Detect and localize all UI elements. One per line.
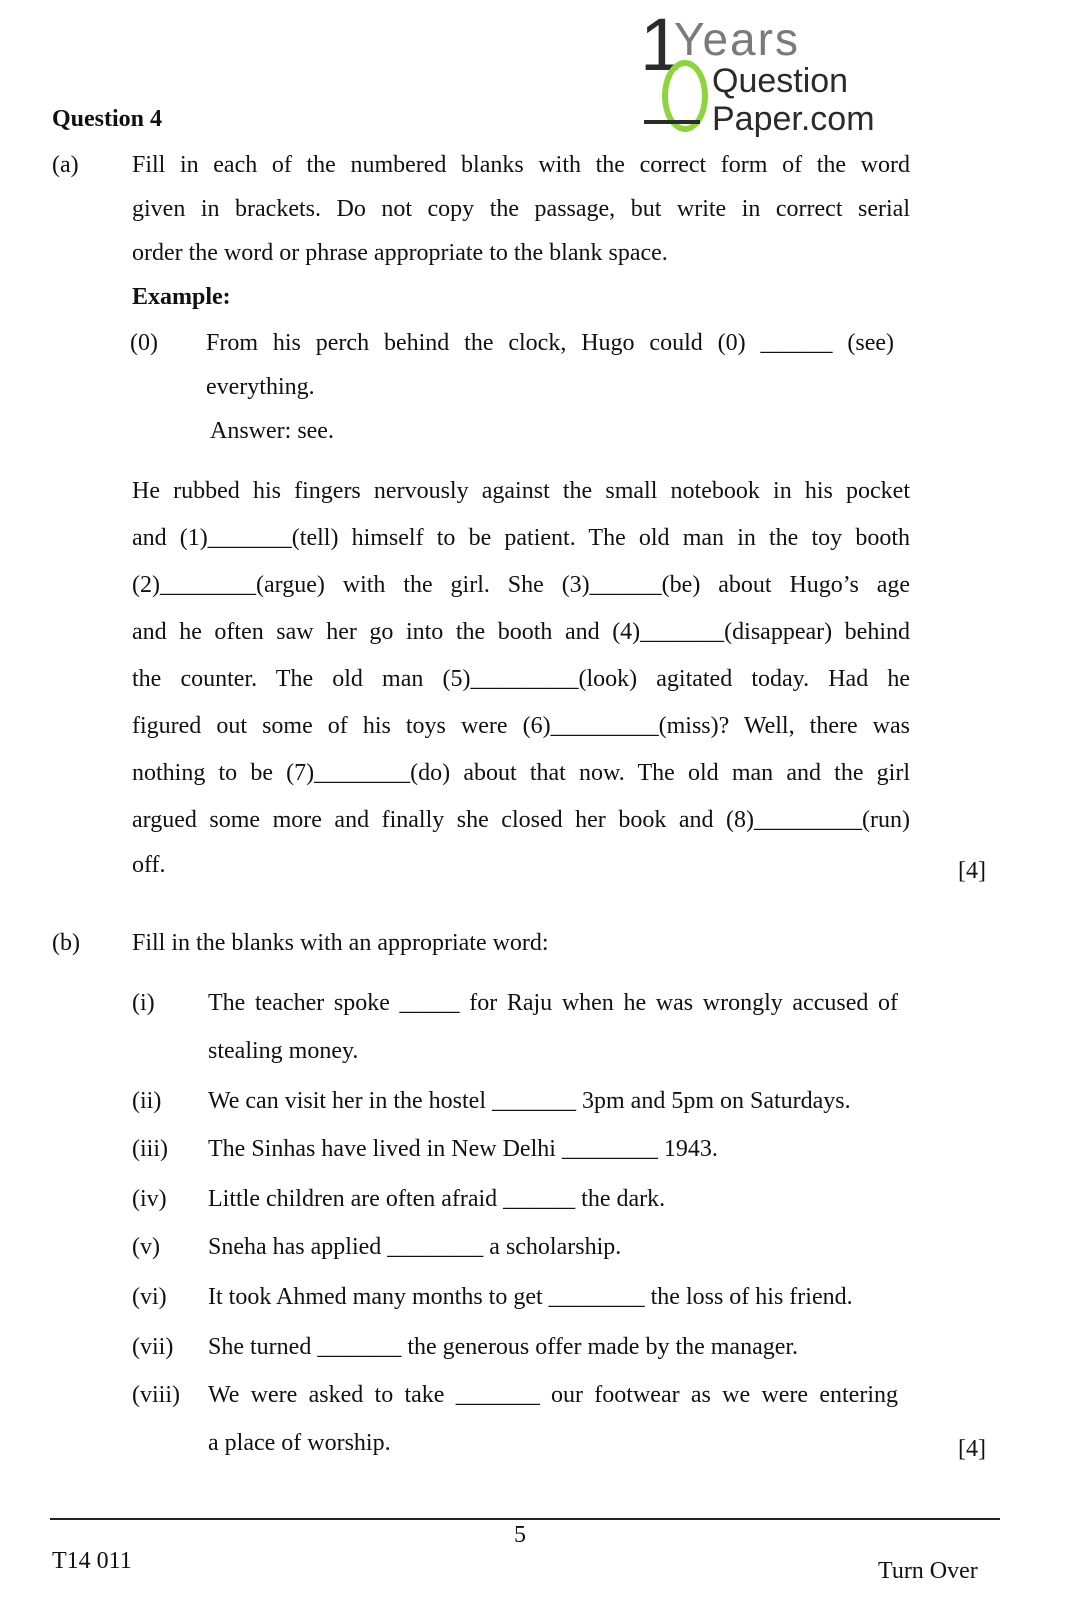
passage-line: and (1)_______(tell) himself to be patient. The old man in the toy booth <box>132 525 910 551</box>
turn-over-note: Turn Over <box>878 1558 978 1584</box>
logo-years: Years <box>674 13 800 65</box>
item-text: Sneha has applied ________ a scholarship. <box>208 1234 622 1260</box>
item-text: Little children are often afraid ______ the dark. <box>208 1186 666 1212</box>
item-text: We can visit her in the hostel _______ 3pm and 5pm on Saturdays. <box>208 1088 851 1114</box>
passage-line: argued some more and finally she closed her book and (8)_________(run) <box>132 807 910 833</box>
passage-line: nothing to be (7)________(do) about that now. The old man and the girl <box>132 760 910 786</box>
item-text: We were asked to take _______ our footwear as we were entering <box>208 1382 898 1408</box>
instruction-line: order the word or phrase appropriate to the blank space. <box>132 240 668 266</box>
item-number: (ii) <box>132 1088 162 1114</box>
example-heading: Example: <box>132 284 231 310</box>
part-a-label: (a) <box>52 152 79 178</box>
item-text: a place of worship. <box>208 1430 391 1456</box>
item-number: (v) <box>132 1234 160 1260</box>
page-number: 5 <box>514 1522 526 1548</box>
part-b-marks: [4] <box>958 1436 986 1462</box>
instruction-line: given in brackets. Do not copy the passage, but write in correct serial <box>132 196 910 222</box>
item-text: stealing money. <box>208 1038 359 1064</box>
example-label: (0) <box>130 330 158 356</box>
question-title: Question 4 <box>52 106 163 132</box>
item-number: (viii) <box>132 1382 180 1408</box>
passage-line: figured out some of his toys were (6)_________(miss)? Well, there was <box>132 713 910 739</box>
passage-line: and he often saw her go into the booth and (4)_______(disappear) behind <box>132 619 910 645</box>
item-text: The teacher spoke _____ for Raju when he was wrongly accused of <box>208 990 898 1016</box>
passage-line: the counter. The old man (5)_________(look) agitated today. Had he <box>132 666 910 692</box>
passage-line: (2)________(argue) with the girl. She (3)______(be) about Hugo’s age <box>132 572 910 598</box>
item-number: (iv) <box>132 1186 167 1212</box>
item-text: It took Ahmed many months to get ________ the loss of his friend. <box>208 1284 853 1310</box>
paper-code: T14 011 <box>52 1548 132 1574</box>
example-line: From his perch behind the clock, Hugo could (0) ______ (see) <box>206 330 894 356</box>
instruction-line: Fill in each of the numbered blanks with the correct form of the word <box>132 152 910 178</box>
passage-line: He rubbed his fingers nervously against the small notebook in his pocket <box>132 478 910 504</box>
item-number: (vii) <box>132 1334 174 1360</box>
footer-divider <box>50 1518 1000 1520</box>
logo-paper: Paper.com <box>712 100 875 138</box>
part-a-marks: [4] <box>958 858 986 884</box>
item-number: (iii) <box>132 1136 168 1162</box>
part-b-instruction: Fill in the blanks with an appropriate word: <box>132 930 549 956</box>
example-answer: Answer: see. <box>210 418 334 444</box>
logo-digit-one: 1 <box>640 3 682 86</box>
site-logo <box>640 3 900 138</box>
item-text: She turned _______ the generous offer made by the manager. <box>208 1334 799 1360</box>
item-number: (vi) <box>132 1284 167 1310</box>
example-line: everything. <box>206 374 315 400</box>
logo-question: Question <box>712 62 849 100</box>
item-text: The Sinhas have lived in New Delhi ________ 1943. <box>208 1136 718 1162</box>
part-b-label: (b) <box>52 930 80 956</box>
passage-line: off. <box>132 852 166 878</box>
item-number: (i) <box>132 990 155 1016</box>
logo-underline <box>644 120 700 124</box>
